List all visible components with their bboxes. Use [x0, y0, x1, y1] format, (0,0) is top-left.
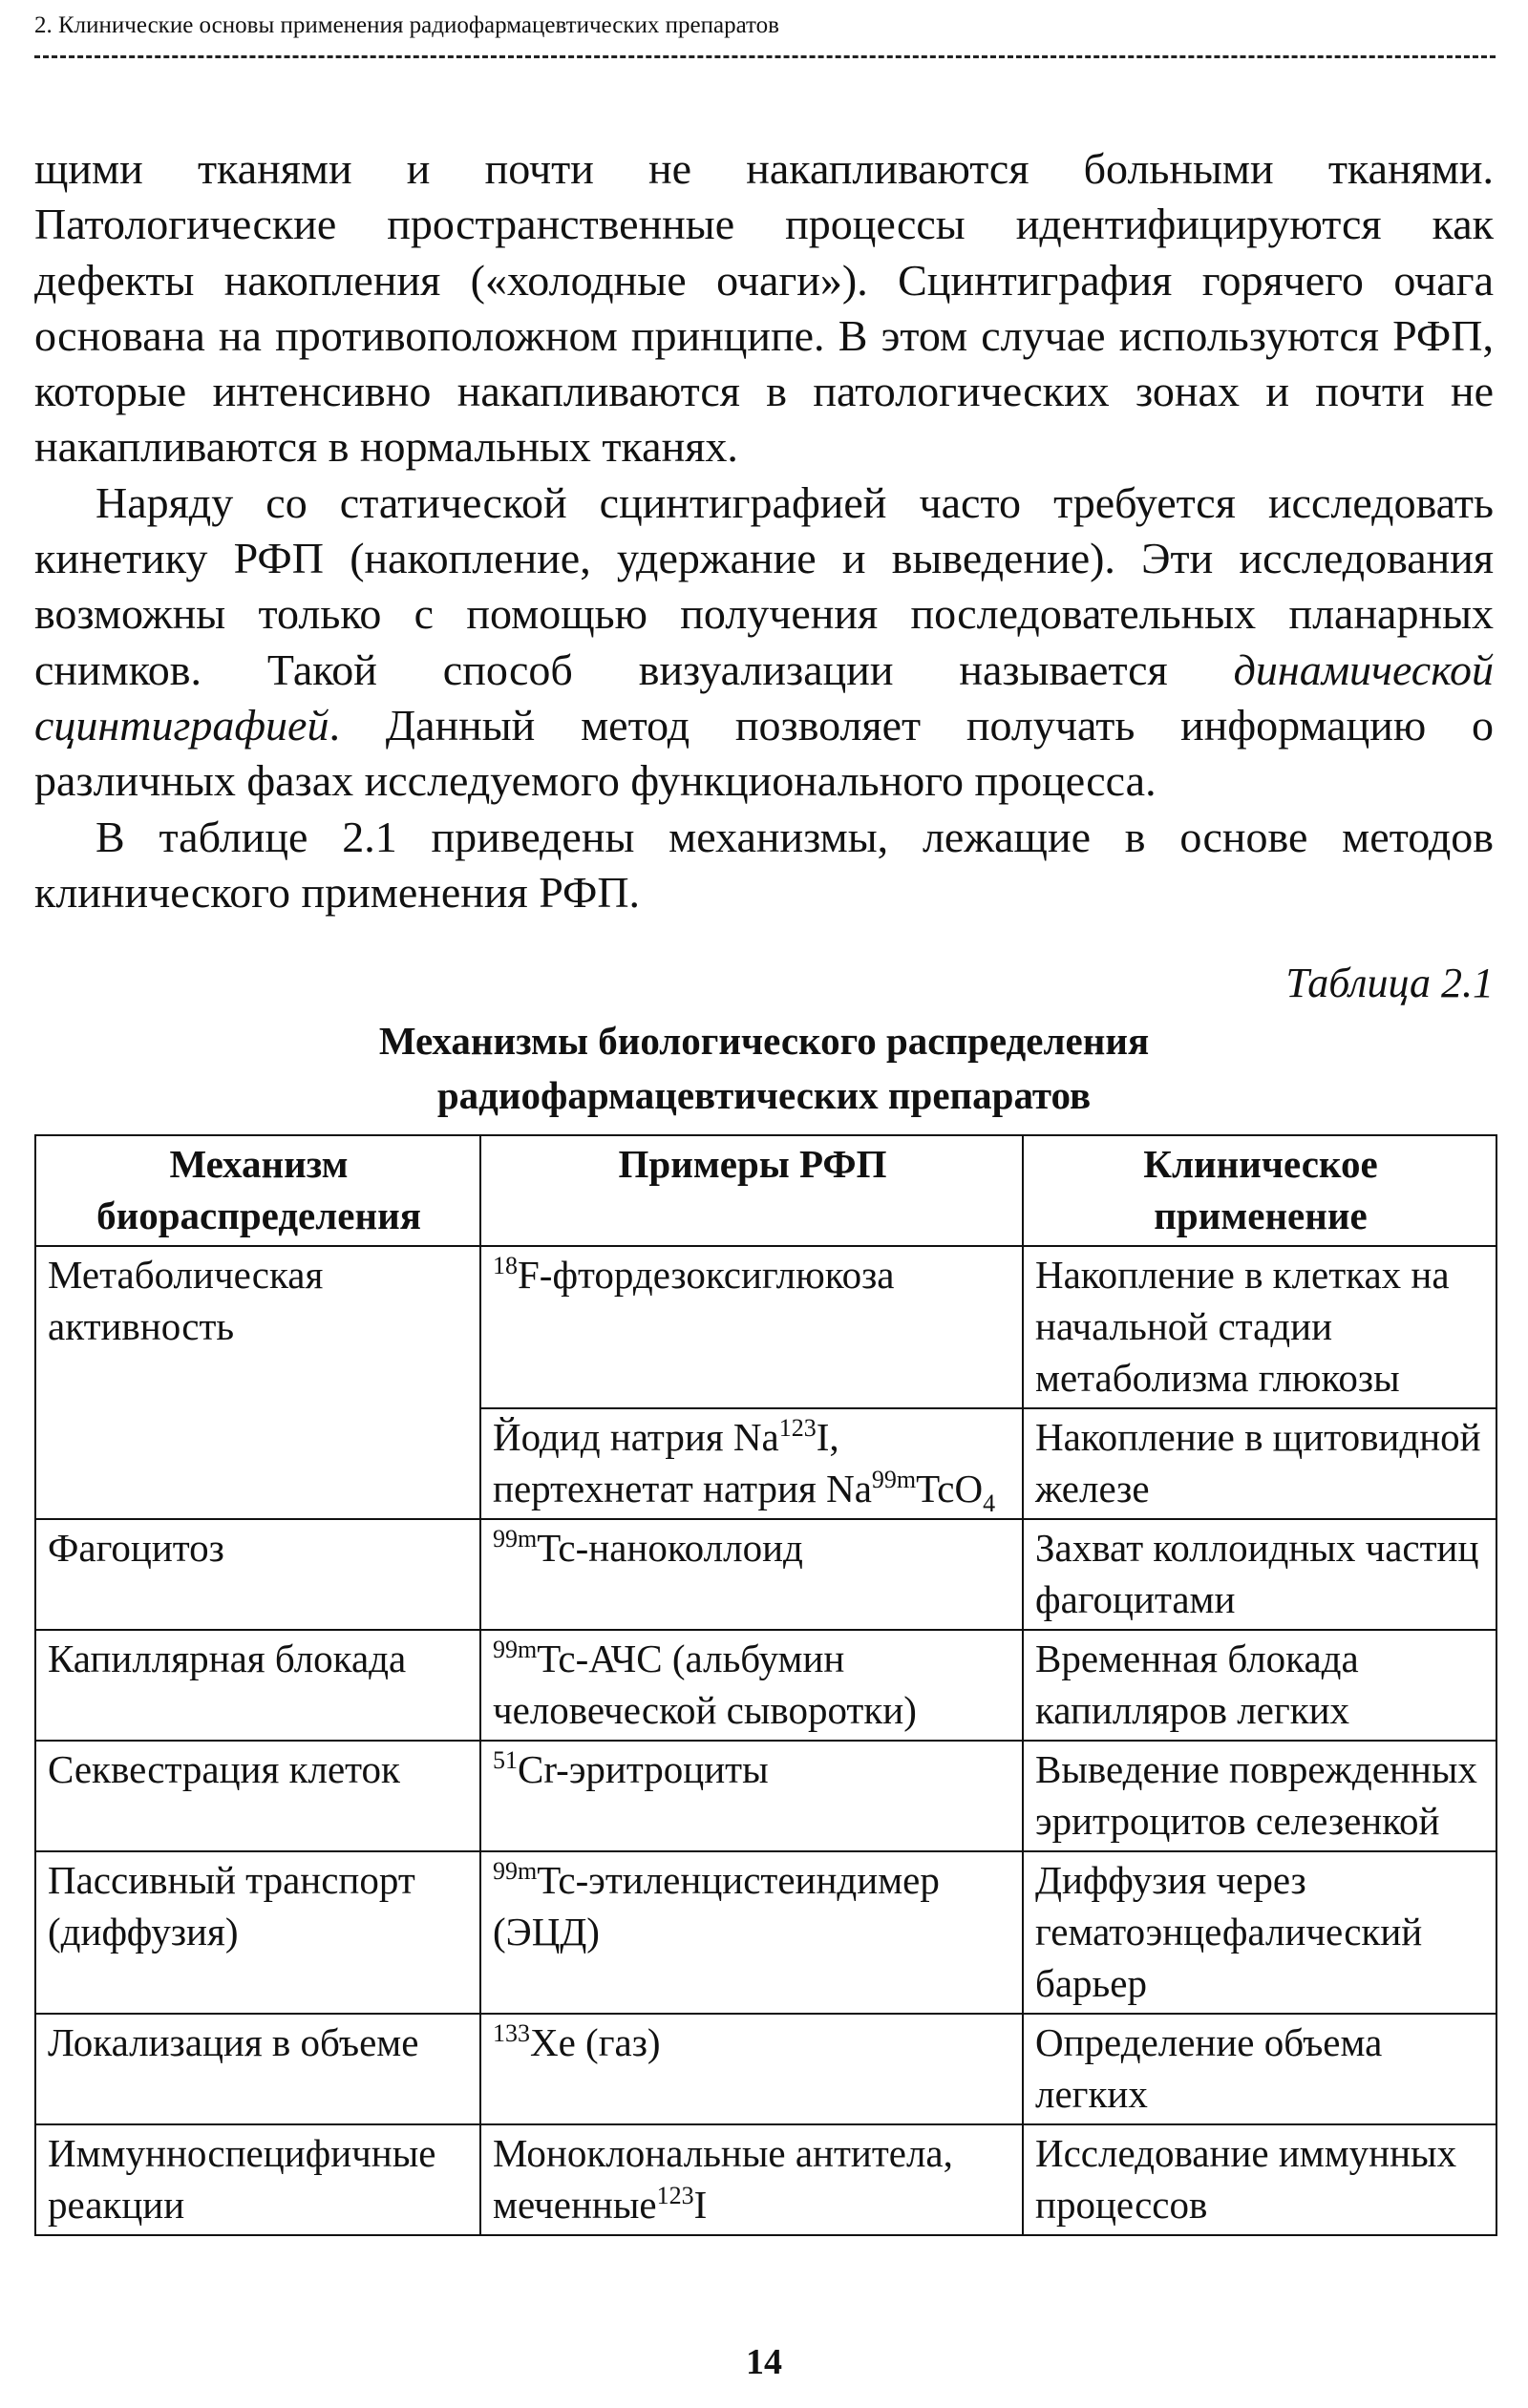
use-cell: Временная блокада капилляров легких	[1023, 1630, 1496, 1741]
example-text: Йодид натрия Na	[493, 1415, 779, 1459]
isotope-mass: 51	[493, 1746, 518, 1774]
table-row	[35, 1630, 1496, 1741]
example-text: I	[693, 2183, 708, 2227]
example-text: F-фтордезоксиглюкоза	[518, 1253, 895, 1297]
paragraph-2-start: Наряду со статической сцинтиграфией часто требуется исследовать кинетику РФП (накопление, удержание и выведение). Эти исследования возможны только с помощью получения последовательных планарных снимков. Такой способ визуализации называется	[34, 477, 1494, 694]
table-row	[35, 1519, 1496, 1630]
header-use-line-2: применение	[1154, 1193, 1368, 1237]
example-cell	[480, 1246, 1023, 1408]
paragraph-3: В таблице 2.1 приведены механизмы, лежащие в основе методов клинического применения РФП.	[34, 812, 1494, 917]
mechanism-cell: Капиллярная блокада	[35, 1630, 480, 1741]
example-text: Tc-АЧС (альбумин человеческой сыворотки)	[493, 1637, 917, 1732]
example-cell	[480, 2014, 1023, 2124]
header-mechanism-line-1: Механизм	[169, 1142, 349, 1186]
table-header-row	[35, 1135, 1496, 1246]
paragraph-2-end: . Данный метод позволяет получать информацию о различных фазах исследуемого функционального процесса.	[34, 700, 1494, 806]
header-mechanism	[35, 1135, 480, 1246]
table-label: Таблица 2.1	[1285, 960, 1494, 1006]
isotope-mass: 99m	[871, 1466, 917, 1493]
mechanism-line-1: Метаболическая	[48, 1253, 324, 1297]
example-text: I, пертехнетат натрия Na	[493, 1415, 872, 1510]
header-divider	[34, 55, 1496, 58]
example-text: Cr-эритроциты	[518, 1747, 769, 1791]
example-text: Tc-этиленцистеиндимер (ЭЦД)	[493, 1858, 940, 1954]
paragraph-2	[34, 475, 1494, 810]
use-cell: Накопление в клетках на начальной стадии метаболизма глюкозы	[1023, 1246, 1496, 1408]
example-text: TcO	[916, 1467, 984, 1510]
table-row	[35, 2124, 1496, 2235]
header-use-line-1: Клиническое	[1143, 1142, 1378, 1186]
isotope-mass: 99m	[493, 1525, 538, 1553]
mechanism-cell	[35, 1246, 480, 1519]
header-mechanism-line-2: биораспределения	[96, 1193, 421, 1237]
mechanism-cell: Иммунноспецифичные реакции	[35, 2124, 480, 2235]
example-cell	[480, 1741, 1023, 1851]
example-text: Xe (газ)	[530, 2020, 661, 2064]
running-title: 2. Клинические основы применения радиофармацевтических препаратов	[34, 12, 779, 38]
table-row	[35, 2014, 1496, 2124]
table-row	[35, 1246, 1496, 1408]
mechanism-cell: Пассивный транспорт (диффузия)	[35, 1851, 480, 2014]
example-cell	[480, 1519, 1023, 1630]
mechanism-cell: Секвестрация клеток	[35, 1741, 480, 1851]
isotope-mass: 99m	[493, 1636, 538, 1663]
isotope-mass: 123	[656, 2182, 694, 2209]
example-text: Моноклональные антитела, меченные	[493, 2131, 953, 2227]
use-cell: Диффузия через гематоэнцефалический барьер	[1023, 1851, 1496, 2014]
use-cell: Накопление в щитовидной железе	[1023, 1408, 1496, 1519]
example-cell	[480, 2124, 1023, 2235]
table-title	[34, 1014, 1494, 1123]
header-examples: Примеры РФП	[480, 1135, 1023, 1246]
isotope-mass: 18	[493, 1252, 518, 1279]
use-cell: Выведение поврежденных эритроцитов селезенкой	[1023, 1741, 1496, 1851]
mechanism-cell: Локализация в объеме	[35, 2014, 480, 2124]
example-cell	[480, 1408, 1023, 1519]
header-clinical-use	[1023, 1135, 1496, 1246]
table-title-line-1: Механизмы биологического распределения	[378, 1019, 1150, 1063]
table-row	[35, 1741, 1496, 1851]
page-number: 14	[746, 2342, 782, 2382]
use-cell: Захват коллоидных частиц фагоцитами	[1023, 1519, 1496, 1630]
isotope-mass: 99m	[493, 1857, 538, 1885]
example-text: Tc-наноколлоид	[537, 1526, 803, 1570]
isotope-mass: 123	[778, 1414, 817, 1442]
dynamic-scintigraphy-term: динамической сцинтиграфией	[34, 644, 1494, 750]
table-row	[35, 1851, 1496, 2014]
example-cell	[480, 1851, 1023, 2014]
use-cell: Исследование иммунных процессов	[1023, 2124, 1496, 2235]
table-title-line-2: радиофармацевтических препаратов	[436, 1073, 1092, 1117]
isotope-mass: 133	[493, 2019, 530, 2047]
example-cell	[480, 1630, 1023, 1741]
formula-subscript: 4	[983, 1489, 996, 1517]
mechanism-line-2: активность	[48, 1304, 235, 1348]
use-cell: Определение объема легких	[1023, 2014, 1496, 2124]
mechanism-cell: Фагоцитоз	[35, 1519, 480, 1630]
paragraph-1: щими тканями и почти не накапливаются больными тканями. Патологические пространственные процессы идентифицируются как дефекты накопления («холодные очаги»). Сцинтиграфия горячего очага основана на противоположном принципе. В этом случае используются РФП, которые интенсивно накапливаются в патологических зонах и почти не накапливаются в нормальных тканях.	[34, 144, 1494, 472]
biodistribution-table	[34, 1134, 1497, 2236]
body-text	[34, 141, 1494, 920]
